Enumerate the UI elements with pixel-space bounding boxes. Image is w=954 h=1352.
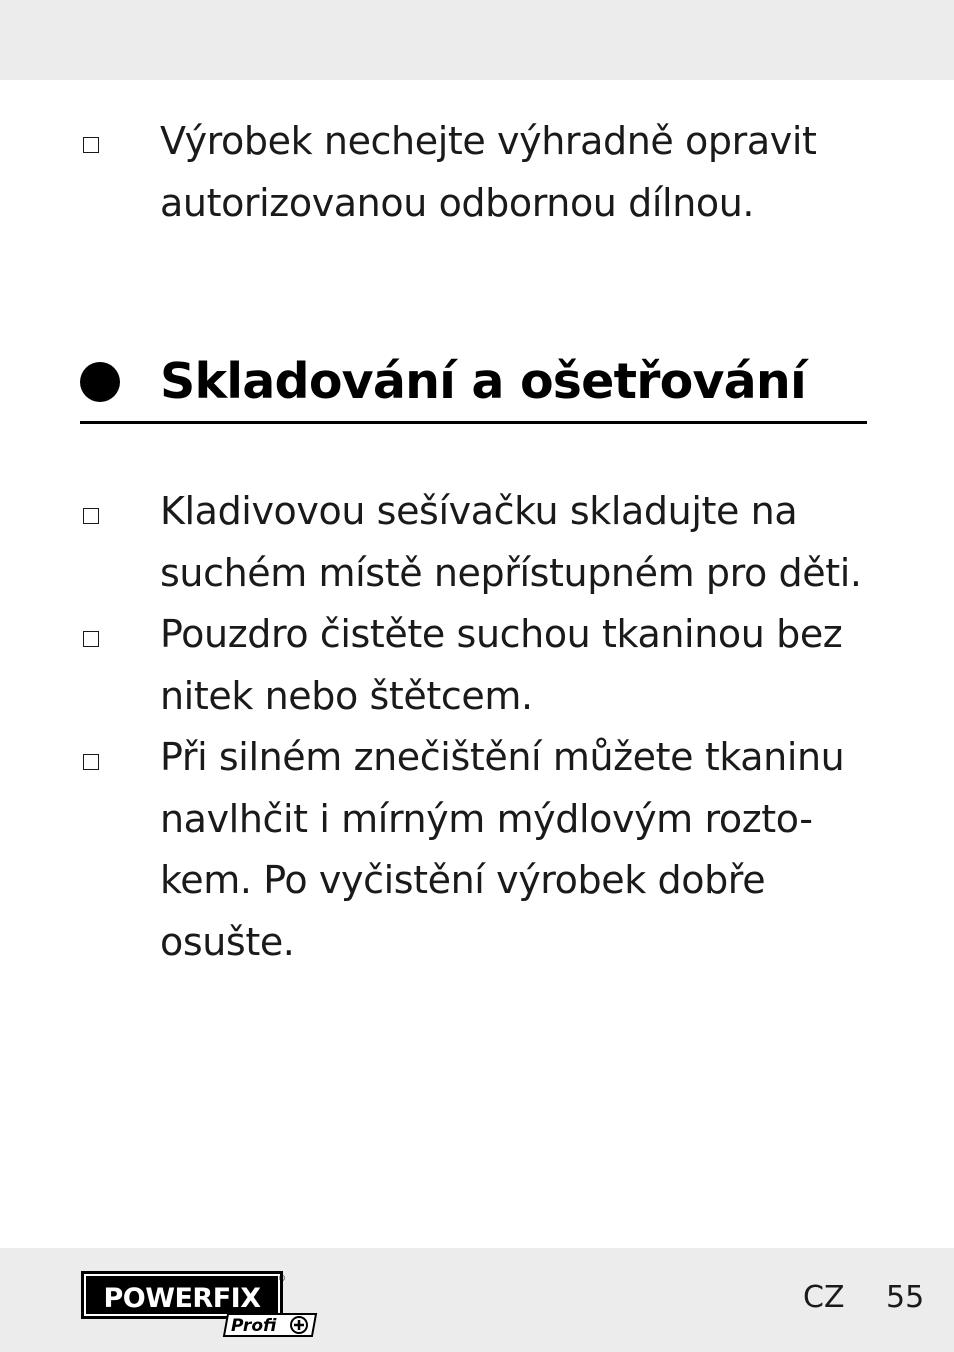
list-item-repair: [160, 111, 900, 234]
list-item-line: Pouzdro čistěte suchou tkaninou bez: [160, 612, 843, 656]
checkbox-bullet-icon: [83, 631, 99, 647]
list-item-line: Výrobek nechejte výhradně opravit: [160, 119, 817, 163]
list-item-line: suchém místě nepřístupném pro děti.: [160, 550, 862, 595]
logo-brand-text: POWERFIX: [103, 1283, 261, 1314]
svg-text:®: ®: [278, 1274, 286, 1283]
checkbox-bullet-icon: [83, 137, 99, 153]
powerfix-logo: [80, 1270, 320, 1338]
logo-sub-brand-text: Profi: [231, 1316, 277, 1336]
checkbox-bullet-icon: [83, 754, 99, 770]
list-item-line: autorizovanou odbornou dílnou.: [160, 180, 755, 225]
list-item-line: nitek nebo štětcem.: [160, 673, 533, 718]
checkbox-bullet-icon: [83, 508, 99, 524]
section-bullet-icon: [80, 362, 120, 402]
list-item-line: Při silném znečištění můžete tkaninu: [160, 735, 845, 779]
list-item-heavy-soiling: [160, 727, 900, 973]
list-item-cleaning: [160, 604, 900, 727]
section-title: Skladování a ošetřování: [160, 353, 806, 410]
list-item-line: osušte.: [160, 919, 295, 964]
list-item-line: navlhčit i mírným mýdlovým rozto-: [160, 796, 813, 841]
language-code: CZ: [803, 1280, 845, 1315]
list-item-line: Kladivovou sešívačku skladujte na: [160, 489, 798, 533]
page-number: 55: [886, 1280, 925, 1315]
list-item-line: kem. Po vyčistění výrobek dobře: [160, 858, 766, 902]
section-divider: [80, 421, 867, 424]
list-item-storage: [160, 481, 900, 604]
header-band: [0, 0, 954, 80]
